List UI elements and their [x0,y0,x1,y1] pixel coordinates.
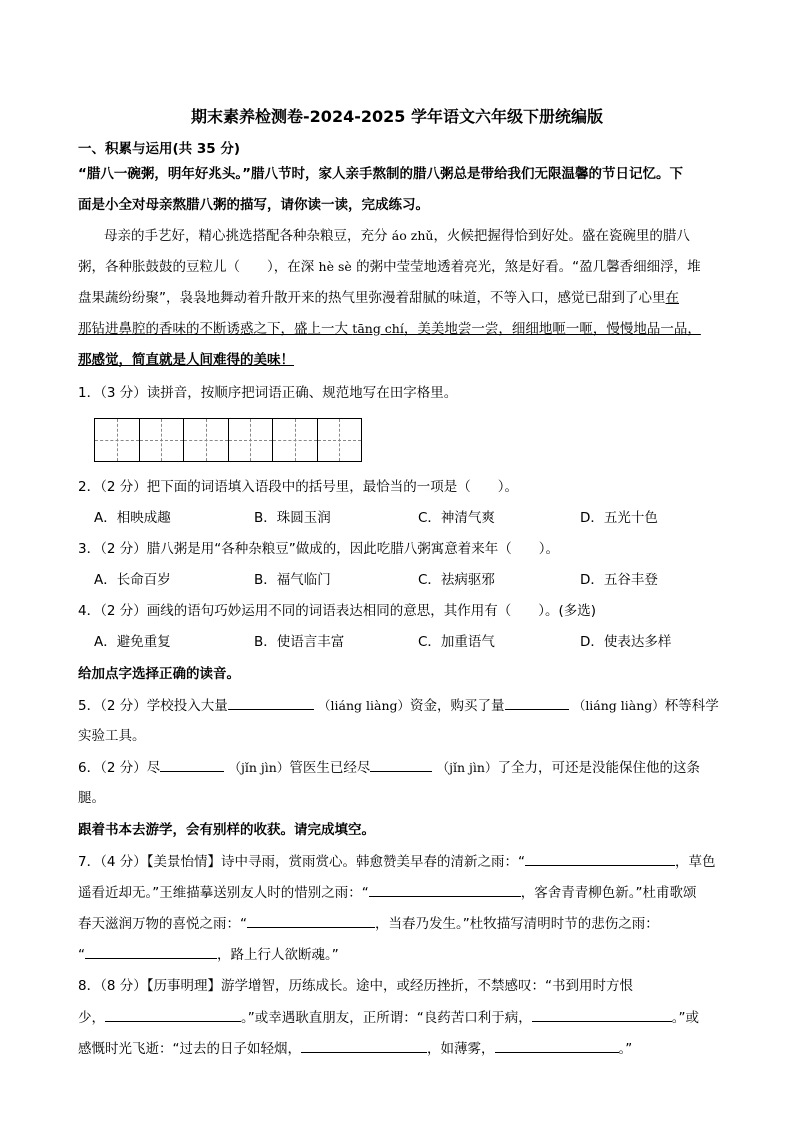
q4-option-d[interactable]: D．使表达多样 [580,634,672,650]
question-5-line-2: 实验工具。 [78,728,146,744]
question-7-line-2: 遥看近却无。”王维描摹送别友人时的惜别之雨：“ ，客舍青青柳色新。”杜甫歌颂 [78,882,697,903]
passage-line-5: 那感觉，简直就是人间难得的美味！ [78,352,294,368]
grid-cell[interactable] [95,419,140,461]
intro-line-2: 面是小全对母亲熬腊八粥的描写，请你读一读，完成练习。 [78,197,429,213]
question-8-line-1: 8．（8 分）【历事明理】游学增智，历练成长。途中，或经历挫折，不禁感叹：“书到用时方恨 [78,978,633,994]
passage-line-3: 盘果蔬纷纷聚”，袅袅地舞动着升散开来的热气里弥漫着甜腻的味道，不等入口，感觉已甜到了心里在 [78,290,679,306]
answer-blank[interactable] [247,913,375,928]
answer-blank[interactable] [505,695,569,710]
answer-blank[interactable] [85,944,217,959]
answer-blank[interactable] [532,1007,672,1022]
page-title: 期末素养检测卷-2024-2025 学年语文六年级下册统编版 [191,107,603,126]
question-8-line-3: 感慨时光飞逝：“过去的日子如轻烟， ，如薄雾， 。” [78,1038,632,1059]
passage-line-2: 粥，各种胀鼓鼓的豆粒儿（ ），在深 hè sè 的粥中莹莹地透着亮光，煞是好看。“盈几馨香细细浮，堆 [78,259,701,275]
answer-blank[interactable] [369,882,521,897]
q2-option-b[interactable]: B．珠圆玉润 [254,510,331,526]
travel-heading: 跟着书本去游学，会有别样的收获。请完成填空。 [78,822,375,838]
answer-blank[interactable] [160,757,224,772]
pronunciation-heading: 给加点字选择正确的读音。 [78,666,240,682]
question-2: 2．（2 分）把下面的词语填入语段中的括号里，最恰当的一项是（ ）。 [78,479,518,495]
answer-blank[interactable] [301,1038,427,1053]
q2-option-a[interactable]: A．相映成趣 [94,510,171,526]
pinyin-he-se: hè sè [318,259,352,274]
grid-cell[interactable] [318,419,362,461]
grid-cell[interactable] [229,419,274,461]
q4-option-a[interactable]: A．避免重复 [94,634,171,650]
question-7-line-1: 7．（4 分）【美景怡情】诗中寻雨，赏雨赏心。韩愈赞美早春的清新之雨：“ ，草色 [78,851,715,872]
question-7-line-3: 春天滋润万物的喜悦之雨：“ ，当春乃发生。”杜牧描写清明时节的悲伤之雨： [78,913,659,934]
question-6-line-2: 腿。 [78,790,105,806]
section-heading: 一、积累与运用(共 35 分) [78,141,241,157]
pinyin-tang-chi: tāng chí [352,321,404,336]
question-6-line-1: 6．（2 分）尽 （jǐn jìn）管医生已经尽 （jǐn jìn）了全力，可还是没能保住他的这条 [78,757,700,778]
answer-blank[interactable] [525,851,675,866]
pinyin-ao-zhu: áo zhǔ [391,228,434,243]
grid-cell[interactable] [140,419,185,461]
q3-option-d[interactable]: D．五谷丰登 [580,572,658,588]
answer-blank[interactable] [495,1038,619,1053]
question-7-line-4: “ ，路上行人欲断魂。” [78,944,339,965]
q3-option-a[interactable]: A．长命百岁 [94,572,171,588]
q2-option-d[interactable]: D．五光十色 [580,510,658,526]
question-4: 4．（2 分）画线的语句巧妙运用不同的词语表达相同的意思，其作用有（ ）。(多选) [78,603,597,619]
underlined-sentence: 在 [665,290,679,306]
q3-option-c[interactable]: C．祛病驱邪 [418,572,495,588]
tianzi-grid[interactable] [94,418,362,462]
grid-cell[interactable] [184,419,229,461]
intro-line-1: “腊八一碗粥，明年好兆头。”腊八节时，家人亲手熬制的腊八粥总是带给我们无限温馨的节日记忆。下 [78,166,683,182]
question-3: 3．（2 分）腊八粥是用“各种杂粮豆”做成的，因此吃腊八粥寓意着来年（ ）。 [78,541,559,557]
q4-option-c[interactable]: C．加重语气 [418,634,495,650]
q4-option-b[interactable]: B．使语言丰富 [254,634,345,650]
q3-option-b[interactable]: B．福气临门 [254,572,331,588]
question-1: 1．（3 分）读拼音，按顺序把词语正确、规范地写在田字格里。 [78,385,458,401]
question-5-line-1: 5．（2 分）学校投入大量 （liáng liàng）资金，购买了量 （liáng liàng）杯等科学 [78,695,719,716]
q2-option-c[interactable]: C．神清气爽 [418,510,495,526]
question-8-line-2: 少， 。”或幸遇耿直朋友，正所谓：“良药苦口利于病， 。”或 [78,1007,699,1028]
answer-blank[interactable] [370,757,432,772]
answer-blank[interactable] [228,695,314,710]
passage-line-4: 那钻进鼻腔的香味的不断诱惑之下，盛上一大 tāng chí，美美地尝一尝，细细地咂一咂，慢慢地品一品， [78,321,701,337]
grid-cell[interactable] [273,419,318,461]
answer-blank[interactable] [105,1007,241,1022]
passage-line-1: 母亲的手艺好，精心挑选搭配各种杂粮豆，充分 áo zhǔ，火候把握得恰到好处。盛在瓷碗里的腊八 [104,228,690,244]
